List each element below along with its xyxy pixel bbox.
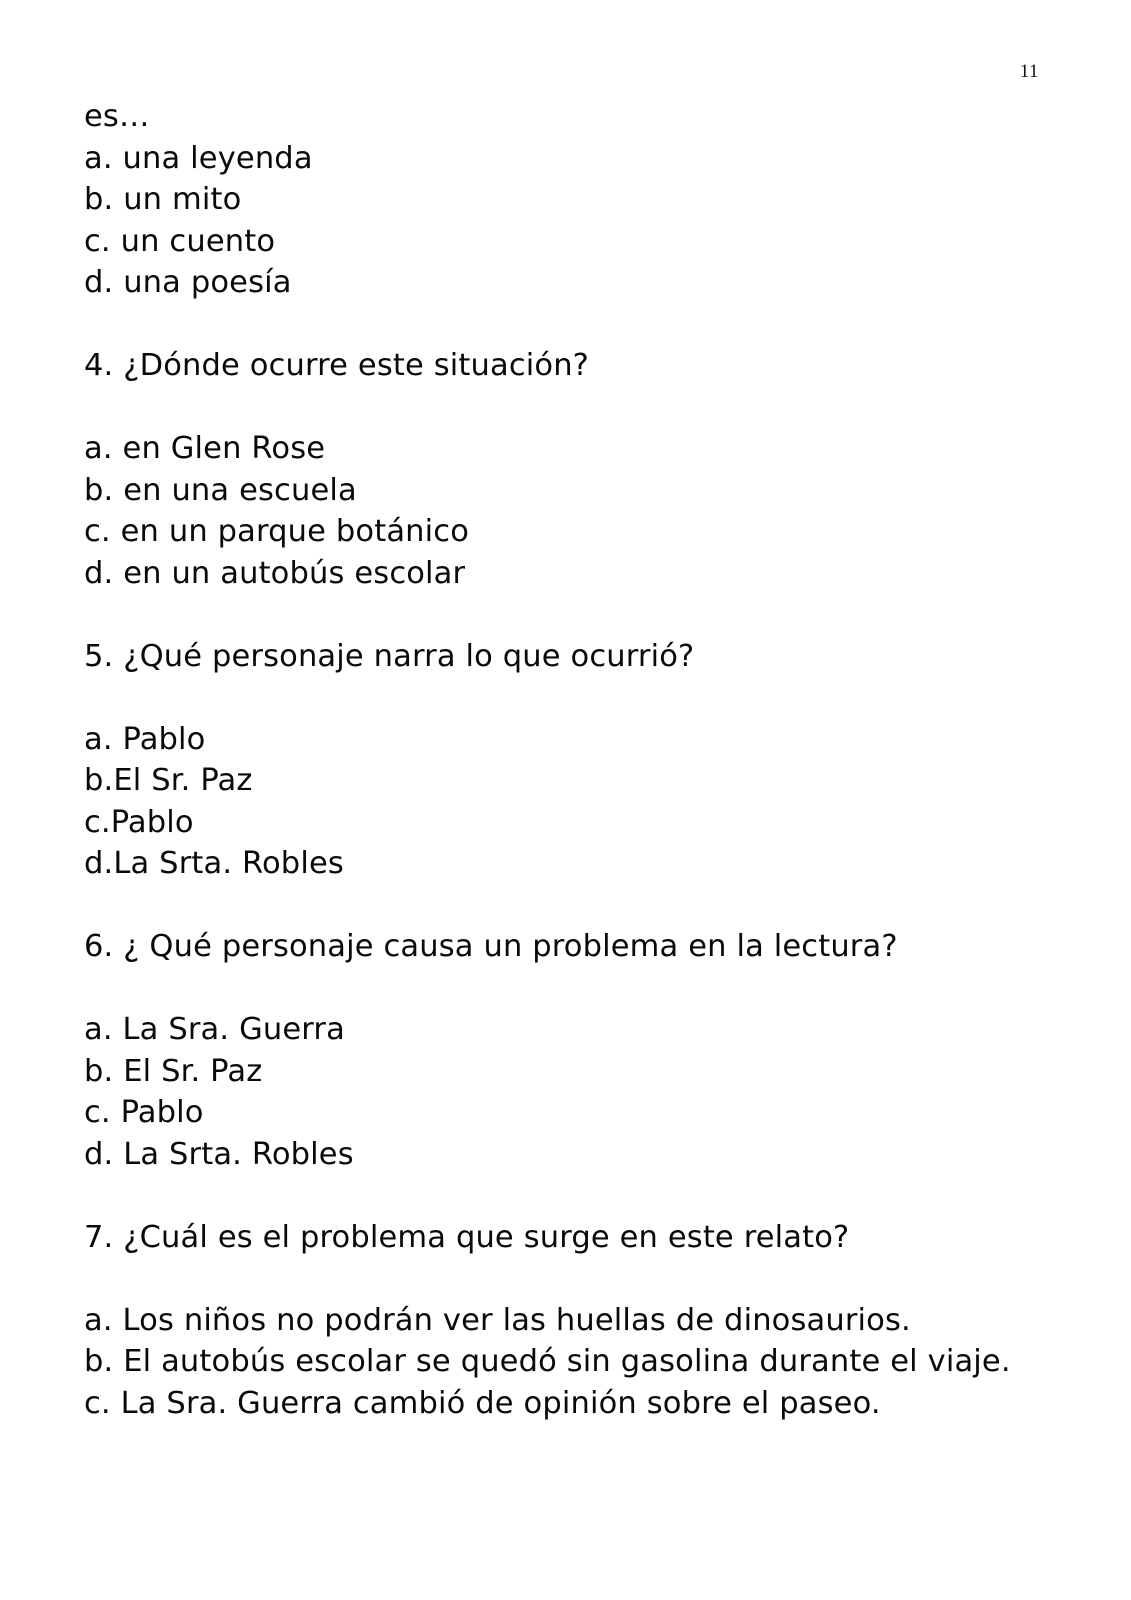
option-item[interactable]: c.Pablo: [84, 804, 194, 840]
option-item[interactable]: a. Los niños no podrán ver las huellas de dinosaurios.: [84, 1302, 911, 1338]
stem-options-spacer: [84, 677, 1044, 719]
option-item[interactable]: c. en un parque botánico: [84, 514, 470, 549]
option-item[interactable]: c. un cuento: [84, 223, 276, 259]
option-item[interactable]: b.El Sr. Paz: [84, 763, 253, 798]
option-item[interactable]: d.La Srta. Robles: [84, 846, 344, 881]
option-item[interactable]: d. en un autobús escolar: [84, 555, 466, 591]
question-block-7: [84, 1217, 1044, 1425]
question-block-5: [84, 636, 1044, 885]
page-number: 11: [1019, 61, 1039, 82]
option-item[interactable]: a. una leyenda: [84, 140, 313, 176]
option-item[interactable]: c. Pablo: [84, 1095, 204, 1130]
option-item[interactable]: b. El Sr. Paz: [84, 1053, 263, 1089]
option-item[interactable]: a. en Glen Rose: [84, 431, 326, 466]
option-item[interactable]: a. La Sra. Guerra: [84, 1012, 345, 1047]
question-stem-5: 5. ¿Qué personaje narra lo que ocurrió?: [84, 638, 695, 674]
question-list: [84, 96, 1044, 1424]
block-spacer: [84, 304, 1044, 346]
option-item[interactable]: c. La Sra. Guerra cambió de opinión sobre el paseo.: [84, 1385, 881, 1421]
block-spacer: [84, 885, 1044, 927]
option-item[interactable]: d. una poesía: [84, 265, 292, 300]
continued-stem-text: es…: [84, 99, 150, 134]
question-stem-7: 7. ¿Cuál es el problema que surge en este relato?: [84, 1219, 850, 1255]
continued-stem-block: [84, 96, 1044, 304]
question-stem-6: 6. ¿ Qué personaje causa un problema en la lectura?: [84, 929, 898, 964]
option-item[interactable]: a. Pablo: [84, 721, 206, 757]
option-item[interactable]: b. un mito: [84, 182, 242, 217]
block-spacer: [84, 594, 1044, 636]
stem-options-spacer: [84, 387, 1044, 429]
stem-options-spacer: [84, 968, 1044, 1010]
stem-options-spacer: [84, 1258, 1044, 1300]
question-block-4: [84, 345, 1044, 594]
question-stem-4: 4. ¿Dónde ocurre este situación?: [84, 348, 590, 383]
block-spacer: [84, 1175, 1044, 1217]
question-block-6: [84, 926, 1044, 1175]
option-item[interactable]: b. en una escuela: [84, 472, 357, 508]
option-item[interactable]: b. El autobús escolar se quedó sin gasolina durante el viaje.: [84, 1344, 1011, 1379]
option-item[interactable]: d. La Srta. Robles: [84, 1136, 354, 1172]
